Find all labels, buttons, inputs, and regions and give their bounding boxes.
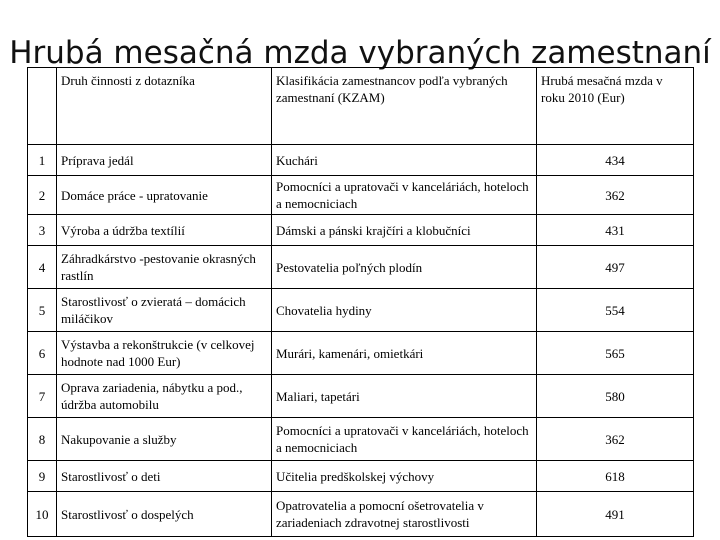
classification-cell: Dámski a pánski krajčíri a klobučníci [272,215,537,246]
wage-cell: 434 [537,145,694,176]
classification-cell: Murári, kamenári, omietkári [272,332,537,375]
table-row [28,215,694,246]
row-number: 1 [28,145,57,176]
wage-cell: 554 [537,289,694,332]
wage-cell: 565 [537,332,694,375]
wage-table [27,67,694,537]
row-number: 8 [28,418,57,461]
table-row [28,492,694,537]
activity-cell: Oprava zariadenia, nábytku a pod., údržba automobilu [57,375,272,418]
header-number [28,68,57,145]
table-row [28,176,694,215]
header-activity: Druh činnosti z dotazníka [57,68,272,145]
row-number: 2 [28,176,57,215]
row-number: 3 [28,215,57,246]
activity-cell: Výstavba a rekonštrukcie (v celkovej hodnote nad 1000 Eur) [57,332,272,375]
wage-cell: 362 [537,176,694,215]
row-number: 4 [28,246,57,289]
activity-cell: Starostlivosť o dospelých [57,492,272,537]
wage-cell: 431 [537,215,694,246]
classification-cell: Kuchári [272,145,537,176]
table-row [28,375,694,418]
row-number: 10 [28,492,57,537]
row-number: 7 [28,375,57,418]
activity-cell: Starostlivosť o deti [57,461,272,492]
activity-cell: Nakupovanie a služby [57,418,272,461]
table-header-row [28,68,694,145]
classification-cell: Opatrovatelia a pomocní ošetrovatelia v zariadeniach zdravotnej starostlivosti [272,492,537,537]
classification-cell: Pestovatelia poľných plodín [272,246,537,289]
header-wage: Hrubá mesačná mzda v roku 2010 (Eur) [537,68,694,145]
header-classification: Klasifikácia zamestnancov podľa vybraných zamestnaní (KZAM) [272,68,537,145]
activity-cell: Domáce práce - upratovanie [57,176,272,215]
table-row [28,289,694,332]
activity-cell: Výroba a údržba textílií [57,215,272,246]
wage-cell: 497 [537,246,694,289]
activity-cell: Príprava jedál [57,145,272,176]
table-row [28,145,694,176]
activity-cell: Starostlivosť o zvieratá – domácich miláčikov [57,289,272,332]
activity-cell: Záhradkárstvo -pestovanie okrasných rastlín [57,246,272,289]
table-row [28,332,694,375]
row-number: 5 [28,289,57,332]
classification-cell: Maliari, tapetári [272,375,537,418]
page-title: Hrubá mesačná mzda vybraných zamestnaní [9,34,711,71]
table-row [28,246,694,289]
row-number: 9 [28,461,57,492]
classification-cell: Pomocníci a upratovači v kanceláriách, hoteloch a nemocniciach [272,176,537,215]
table-row [28,418,694,461]
wage-cell: 362 [537,418,694,461]
classification-cell: Chovatelia hydiny [272,289,537,332]
wage-cell: 618 [537,461,694,492]
table-row [28,461,694,492]
row-number: 6 [28,332,57,375]
classification-cell: Učitelia predškolskej výchovy [272,461,537,492]
classification-cell: Pomocníci a upratovači v kanceláriách, hoteloch a nemocniciach [272,418,537,461]
wage-cell: 491 [537,492,694,537]
wage-cell: 580 [537,375,694,418]
